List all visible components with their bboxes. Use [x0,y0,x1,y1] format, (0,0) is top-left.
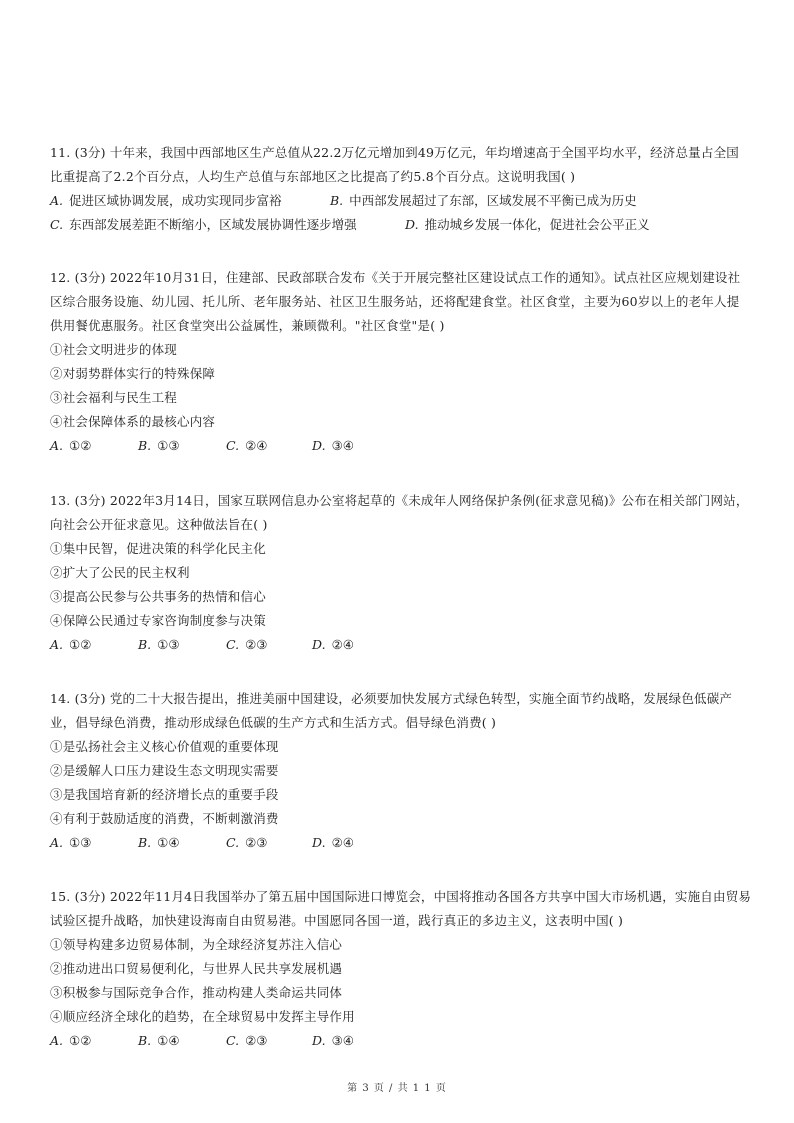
option-d[interactable]: D. 推动城乡发展一体化，促进社会公平正义 [405,217,650,232]
question-stem-line: 15. (3分) 2022年11月4日我国举办了第五届中国国际进口博览会，中国将推动各国各方共享中国大市场机遇，实施自由贸易 [50,889,752,904]
question-stem-line: 区综合服务设施、幼儿园、托儿所、老年服务站、社区卫生服务站，还将配建食堂。社区食堂，主要为60岁以上的老年人提 [50,294,740,309]
question-stem-line: 试验区提升战略，加快建设海南自由贸易港。中国愿同各国一道，践行真正的多边主义，这表明中国( ) [50,913,624,928]
statement-4: ④保障公民通过专家咨询制度参与决策 [50,613,266,628]
option-a[interactable]: A. ①② [50,1033,92,1048]
question-stem-line: 13. (3分) 2022年3月14日，国家互联网信息办公室将起草的《未成年人网络保护条例(征求意见稿)》公布在相关部门网站， [50,493,749,508]
statement-1: ①集中民智，促进决策的科学化民主化 [50,541,266,556]
option-c[interactable]: C. 东西部发展差距不断缩小，区域发展协调性逐步增强 [50,217,357,232]
page-number-footer: 第 3 页 / 共 1 1 页 [347,1083,447,1094]
option-c[interactable]: C. ②④ [226,438,268,453]
question-stem-line: 业，倡导绿色消费，推动形成绿色低碳的生产方式和生活方式。倡导绿色消费( ) [50,715,497,730]
question-15 [50,885,750,1053]
option-row [50,633,750,657]
question-stem-line: 11. (3分) 十年来，我国中西部地区生产总值从22.2万亿元增加到49万亿元，年均增速高于全国平均水平，经济总量占全国 [50,145,739,160]
option-b[interactable]: B. ①③ [138,637,180,652]
option-d[interactable]: D. ②④ [312,835,354,850]
option-b[interactable]: B. ①④ [138,835,180,850]
option-a[interactable]: A. ①② [50,438,92,453]
option-row [50,434,750,458]
statement-1: ①领导构建多边贸易体制，为全球经济复苏注入信心 [50,937,343,952]
option-b[interactable]: B. ①④ [138,1033,180,1048]
statement-3: ③提高公民参与公共事务的热情和信心 [50,589,266,604]
statement-2: ②对弱势群体实行的特殊保障 [50,366,216,381]
option-b[interactable]: B. 中西部发展超过了东部，区域发展不平衡已成为历史 [330,193,637,208]
question-stem-line: 14. (3分) 党的二十大报告提出，推进美丽中国建设，必须要加快发展方式绿色转型，实施全面节约战略，发展绿色低碳产 [50,691,733,706]
question-14 [50,687,750,855]
option-row [50,1029,750,1053]
option-row [50,831,750,855]
statement-3: ③积极参与国际竞争合作，推动构建人类命运共同体 [50,985,343,1000]
option-d[interactable]: D. ②④ [312,637,354,652]
statement-4: ④顺应经济全球化的趋势，在全球贸易中发挥主导作用 [50,1009,355,1024]
statement-1: ①是弘扬社会主义核心价值观的重要体现 [50,739,279,754]
statement-4: ④有利于鼓励适度的消费，不断刺激消费 [50,811,279,826]
statement-2: ②推动进出口贸易便利化，与世界人民共享发展机遇 [50,961,343,976]
option-row [50,213,750,237]
option-c[interactable]: C. ②③ [226,835,268,850]
option-c[interactable]: C. ②③ [226,637,268,652]
option-a[interactable]: A. ①③ [50,835,92,850]
option-row [50,189,750,213]
statement-4: ④社会保障体系的最核心内容 [50,414,216,429]
question-12 [50,266,750,458]
question-13 [50,489,750,657]
statement-3: ③是我国培育新的经济增长点的重要手段 [50,787,279,802]
option-b[interactable]: B. ①③ [138,438,180,453]
statement-2: ②扩大了公民的民主权利 [50,565,190,580]
statement-3: ③社会福利与民生工程 [50,390,178,405]
option-d[interactable]: D. ③④ [312,1033,354,1048]
question-stem-line: 12. (3分) 2022年10月31日，住建部、民政部联合发布《关于开展完整社区建设试点工作的通知》。试点社区应规划建设社 [50,270,741,285]
question-11 [50,141,750,237]
option-c[interactable]: C. ②③ [226,1033,268,1048]
option-a[interactable]: A. ①② [50,637,92,652]
statement-2: ②是缓解人口压力建设生态文明现实需要 [50,763,279,778]
statement-1: ①社会文明进步的体现 [50,342,178,357]
option-d[interactable]: D. ③④ [312,438,354,453]
question-stem-line: 向社会公开征求意见。这种做法旨在( ) [50,517,268,532]
question-stem-line: 比重提高了2.2个百分点，人均生产总值与东部地区之比提高了约5.8个百分点。这说明我国( ) [50,169,576,184]
option-a[interactable]: A. 促进区域协调发展，成功实现同步富裕 [50,193,282,208]
question-stem-line: 供用餐优惠服务。社区食堂突出公益属性，兼顾微利。"社区食堂"是( ) [50,318,445,333]
